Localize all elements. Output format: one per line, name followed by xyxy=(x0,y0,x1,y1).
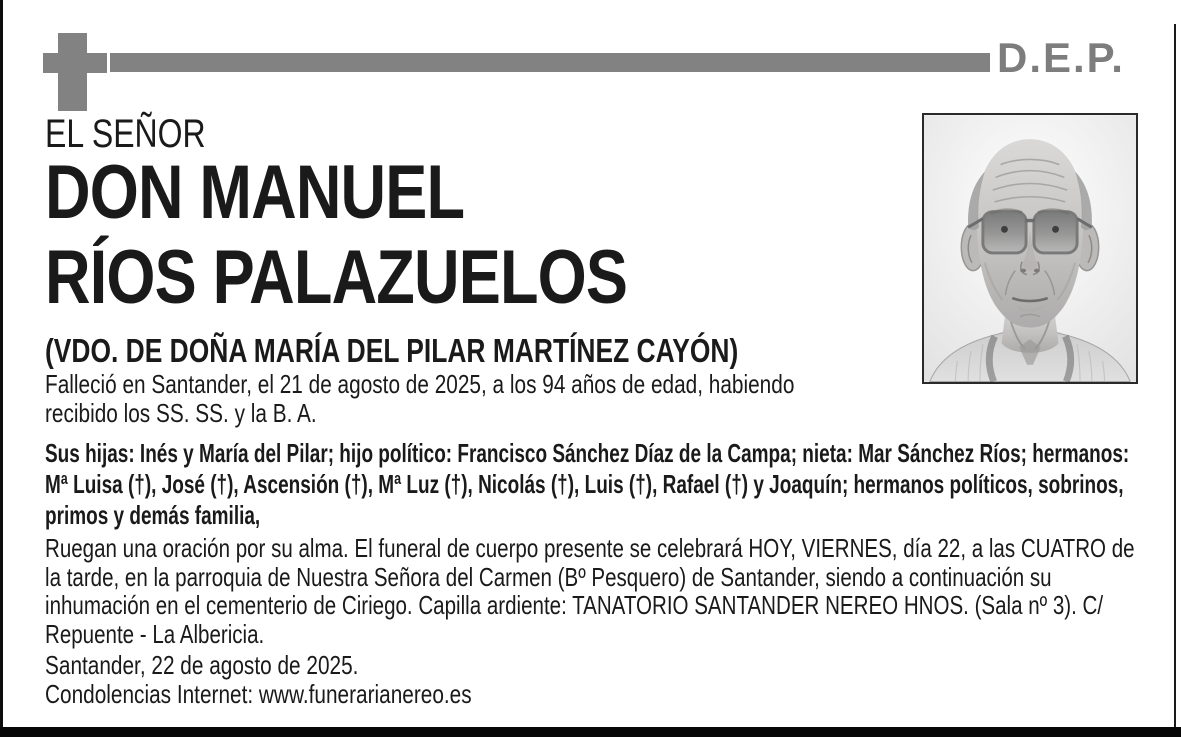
card-bottom-bar xyxy=(0,727,1181,737)
funeral-notice: Ruegan una oración por su alma. El funeral de cuerpo presente se celebrará HOY, VIERNES, día 22, a las CUATRO de la tarde, en la parroquia de Nuestra Señora del Carmen (Bº Pesquero) de Santander, siendo a continuación su inhumación en el cementerio de Ciriego. Capilla ardiente: TANATORIO SANTANDER NEREO HNOS. (Sala nº 3). C/ Repuente - La Albericia. xyxy=(45,533,1135,649)
spouse-note: (VDO. DE DOÑA MARÍA DEL PILAR MARTÍNEZ CAYÓN) xyxy=(45,332,739,369)
card-right-border xyxy=(1174,24,1176,737)
portrait-illustration xyxy=(924,115,1136,382)
dateline: Santander, 22 de agosto de 2025. xyxy=(45,650,359,680)
death-notice: Falleció en Santander, el 21 de agosto de 2025, a los 94 años de edad, habiendo recibido los SS. SS. y la B. A. xyxy=(45,369,795,428)
deceased-name-line1: DON MANUEL xyxy=(45,150,465,235)
deceased-name-line2: RÍOS PALAZUELOS xyxy=(45,235,628,320)
cross-icon-horizontal xyxy=(43,53,107,73)
portrait-photo xyxy=(922,113,1138,384)
header-rule xyxy=(110,53,990,72)
dep-label: D.E.P. xyxy=(997,34,1125,81)
card-left-border xyxy=(0,0,3,737)
condolences-line: Condolencias Internet: www.funerarianereo.es xyxy=(45,679,472,709)
salutation: EL SEÑOR xyxy=(45,112,206,156)
family-list: Sus hijas: Inés y María del Pilar; hijo político: Francisco Sánchez Díaz de la Campa; nieta: Mar Sánchez Ríos; hermanos: Mª Luisa (†), José (†), Ascensión (†), Mª Luz (†), Nicolás (†), Luis (†), Rafael (†) y Joaquín; hermanos políticos, sobrinos, primos y demás familia, xyxy=(45,438,1130,530)
deceased-name xyxy=(45,150,627,320)
